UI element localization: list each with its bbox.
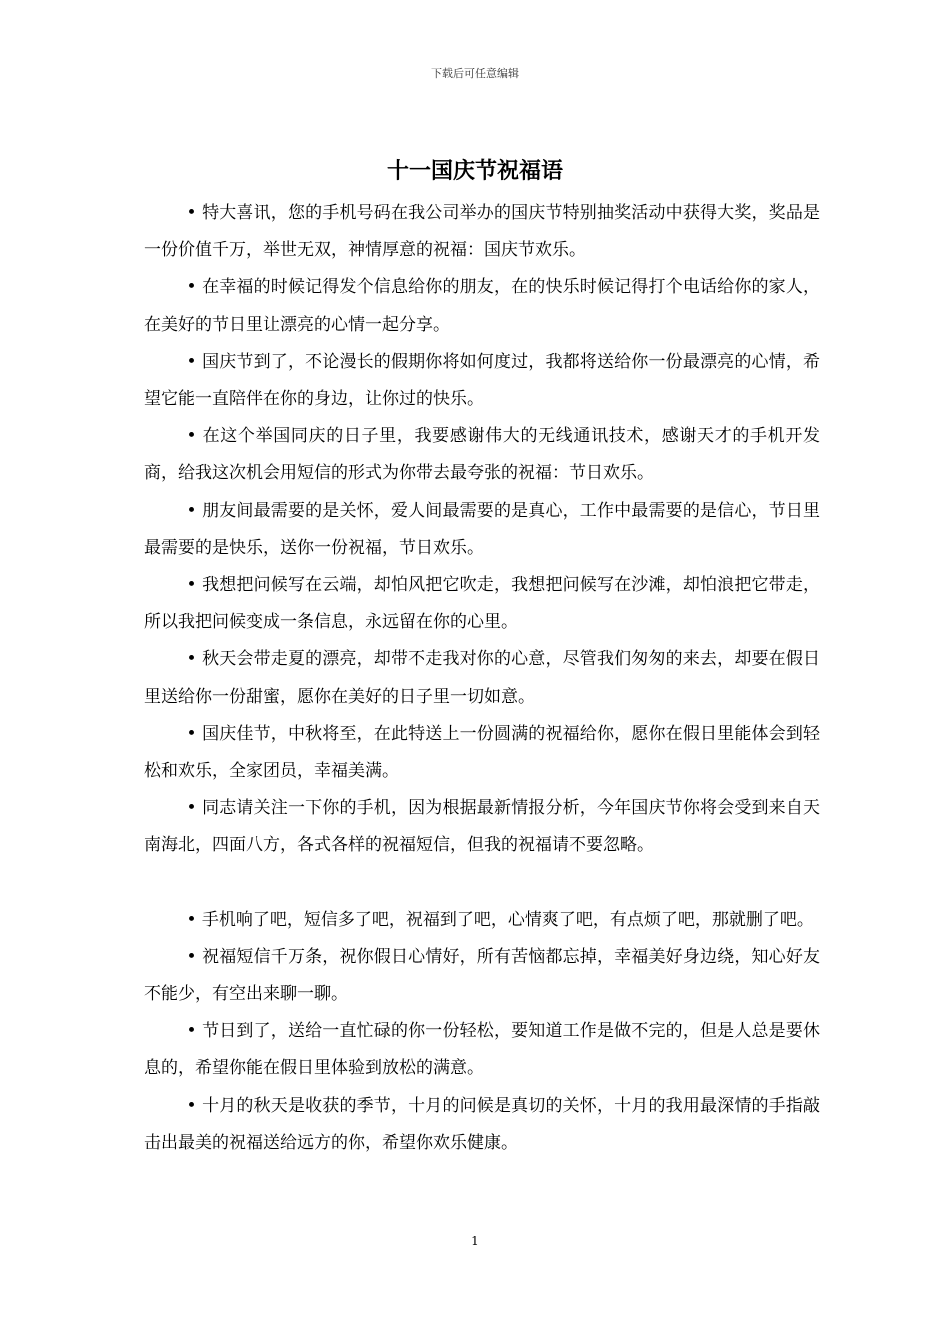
paragraph: • 我想把问候写在云端，却怕风把它吹走，我想把问候写在沙滩，却怕浪把它带走，所以我把问候变成一条信息，永远留在你的心里。 (144, 575, 820, 633)
paragraph: • 在幸福的时候记得发个信息给你的朋友，在的快乐时候记得打个电话给你的家人，在美好的节日里让漂亮的心情一起分享。 (144, 277, 820, 335)
paragraph: • 十月的秋天是收获的季节，十月的问候是真切的关怀，十月的我用最深情的手指敲击出最美的祝福送给远方的你，希望你欢乐健康。 (144, 1095, 820, 1153)
paragraph: • 国庆佳节，中秋将至，在此特送上一份圆满的祝福给你，愿你在假日里能体会到轻松和欢乐，全家团员，幸福美满。 (144, 723, 820, 782)
document-title: 十一国庆节祝福语 (386, 158, 563, 184)
paragraph: • 节日到了，送给一直忙碌的你一份轻松，要知道工作是做不完的，但是人总是要休息的，希望你能在假日里体验到放松的满意。 (144, 1021, 820, 1079)
paragraph: • 国庆节到了，不论漫长的假期你将如何度过，我都将送给你一份最漂亮的心情，希望它能一直陪伴在你的身边，让你过的快乐。 (144, 351, 820, 410)
paragraph: • 在这个举国同庆的日子里，我要感谢伟大的无线通讯技术，感谢天才的手机开发商，给我这次机会用短信的形式为你带去最夸张的祝福：节日欢乐。 (144, 426, 820, 484)
blank-line (144, 865, 820, 902)
page-number: 1 (471, 1234, 479, 1248)
paragraph: • 秋天会带走夏的漂亮，却带不走我对你的心意，尽管我们匆匆的来去，却要在假日里送给你一份甜蜜，愿你在美好的日子里一切如意。 (144, 649, 820, 707)
paragraph: • 祝福短信千万条，祝你假日心情好，所有苦恼都忘掉，幸福美好身边绕，知心好友不能少，有空出来聊一聊。 (144, 946, 820, 1005)
header-note: 下载后可任意编辑 (431, 67, 519, 80)
paragraph: • 朋友间最需要的是关怀，爱人间最需要的是真心，工作中最需要的是信心，节日里最需要的是快乐，送你一份祝福，节日欢乐。 (144, 500, 820, 558)
document-body (144, 195, 820, 1162)
paragraph: • 手机响了吧，短信多了吧，祝福到了吧，心情爽了吧，有点烦了吧，那就删了吧。 (186, 909, 814, 930)
paragraph: • 同志请关注一下你的手机，因为根据最新情报分析，今年国庆节你将会受到来自天南海北，四面八方，各式各样的祝福短信，但我的祝福请不要忽略。 (144, 798, 820, 856)
paragraph: • 特大喜讯，您的手机号码在我公司举办的国庆节特别抽奖活动中获得大奖，奖品是一份价值千万，举世无双，神情厚意的祝福：国庆节欢乐。 (144, 203, 820, 261)
